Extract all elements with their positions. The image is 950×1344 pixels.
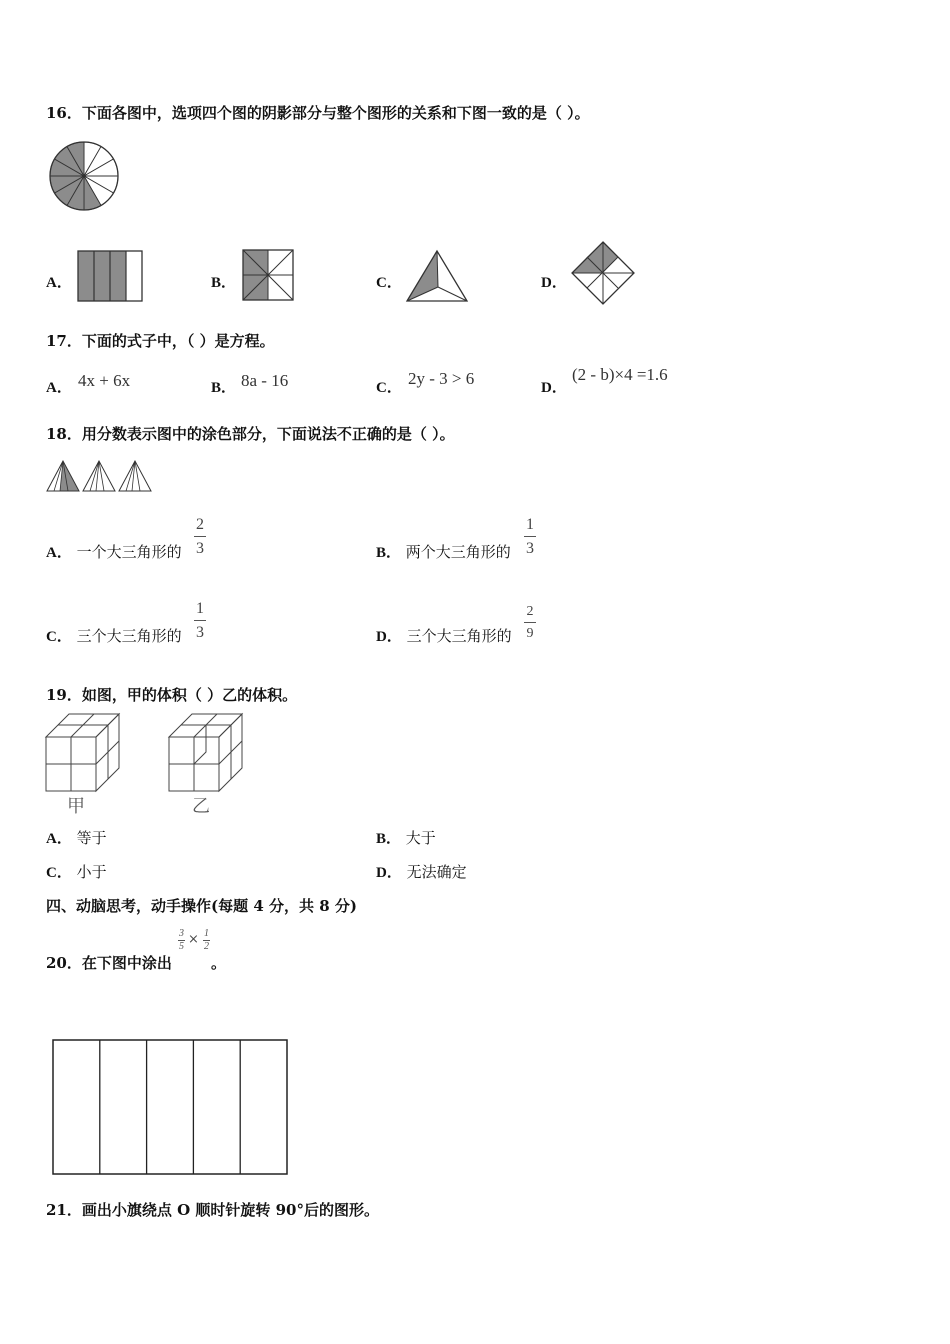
q20-fraction-1-numerator: 3 (179, 928, 184, 939)
q20-text-after: 。 (211, 954, 227, 972)
q21-text: 21．画出小旗绕点 O 顺时针旋转 90°后的图形。 (46, 1201, 379, 1219)
q18-option-a-numerator: 2 (196, 516, 204, 533)
q19-option-a-text: 等于 (76, 829, 107, 847)
q18-triangles-figure (46, 460, 152, 492)
q19-cube-jia-figure (45, 713, 121, 793)
q16-circle-figure (48, 140, 120, 212)
q17-option-d-expression: (2 - b)×4 =1.6 (572, 365, 668, 384)
q19-cube-yi-figure (168, 713, 244, 793)
q20-fraction-2 (203, 929, 210, 952)
q19-text: 19．如图，甲的体积（ ）乙的体积。 (46, 686, 298, 704)
q18-option-a-text: 一个大三角形的 (76, 543, 182, 561)
q20-fraction-2-numerator: 1 (204, 928, 209, 939)
q16-option-a-figure (77, 250, 143, 302)
q18-text: 18．用分数表示图中的涂色部分，下面说法不正确的是（ ）。 (46, 425, 455, 443)
section4-title: 四、动脑思考，动手操作(每题 4 分，共 8 分) (46, 897, 357, 915)
q18-option-a-denominator: 3 (196, 540, 204, 557)
q17-option-b-expression: 8a - 16 (241, 371, 289, 390)
q18-option-b[interactable] (376, 541, 511, 562)
q18-option-b-numerator: 1 (526, 516, 534, 533)
q20-times-sign: × (188, 932, 199, 947)
q18-option-d-numerator: 2 (526, 604, 534, 619)
q19-label-jia: 甲 (67, 796, 85, 817)
q18-option-d[interactable] (376, 625, 512, 646)
q16-option-d-label[interactable]: D． (541, 275, 567, 291)
q19-option-a-label: A． (46, 831, 72, 847)
q18-option-c-label: C． (46, 629, 72, 645)
q19-option-d-label: D． (376, 865, 402, 881)
q19-option-c-label: C． (46, 865, 72, 881)
q17-option-a-expression: 4x + 6x (78, 371, 131, 390)
q19-option-d-text: 无法确定 (406, 863, 467, 881)
q18-option-c-text: 三个大三角形的 (76, 627, 182, 645)
q18-option-d-label: D． (376, 629, 402, 645)
q18-option-c-denominator: 3 (196, 624, 204, 641)
q16-option-a-label[interactable]: A． (46, 275, 72, 291)
q19-option-d[interactable] (376, 861, 467, 882)
q18-option-c[interactable] (46, 625, 182, 646)
q16-option-c-figure (406, 249, 468, 303)
q17-option-c-expression: 2y - 3 > 6 (408, 369, 475, 388)
q18-option-a[interactable] (46, 541, 182, 562)
q16-option-c-label[interactable]: C． (376, 275, 402, 291)
q18-option-b-denominator: 3 (526, 540, 534, 557)
q16-text: 16．下面各图中，选项四个图的阴影部分与整个图形的关系和下图一致的是（ ）。 (46, 104, 590, 122)
q19-option-b-label: B． (376, 831, 402, 847)
q18-option-a-fraction (194, 517, 206, 557)
q18-option-d-denominator: 9 (526, 626, 534, 641)
q18-option-b-fraction (524, 517, 536, 557)
q20-fraction-2-denominator: 2 (204, 941, 209, 952)
q19-option-b[interactable] (376, 827, 436, 848)
q16-option-d-figure (571, 241, 635, 305)
q18-option-b-label: B． (376, 545, 402, 561)
q19-label-yi: 乙 (192, 796, 210, 817)
q18-option-d-text: 三个大三角形的 (406, 627, 512, 645)
q20-fraction-1 (178, 929, 185, 952)
q20-grid-rectangle[interactable] (52, 1039, 288, 1175)
q16-option-b-label[interactable]: B． (211, 275, 237, 291)
q17-option-c-label[interactable]: C． (376, 380, 402, 396)
q19-option-c-text: 小于 (76, 863, 107, 881)
q18-option-a-label: A． (46, 545, 72, 561)
q18-option-d-fraction (524, 605, 536, 641)
q19-option-c[interactable] (46, 861, 107, 882)
q17-option-b-label[interactable]: B． (211, 380, 237, 396)
q18-option-b-text: 两个大三角形的 (405, 543, 511, 561)
q17-text: 17．下面的式子中，（ ）是方程。 (46, 332, 275, 350)
q17-option-a-label[interactable]: A． (46, 380, 72, 396)
q16-option-b-figure (242, 249, 294, 301)
q17-option-d-label[interactable]: D． (541, 380, 567, 396)
q20-text-before: 20．在下图中涂出 (46, 954, 172, 972)
q18-option-c-fraction (194, 601, 206, 641)
q20-fraction-1-denominator: 5 (179, 941, 184, 952)
q18-option-c-numerator: 1 (196, 600, 204, 617)
q19-option-b-text: 大于 (405, 829, 436, 847)
q19-option-a[interactable] (46, 827, 107, 848)
